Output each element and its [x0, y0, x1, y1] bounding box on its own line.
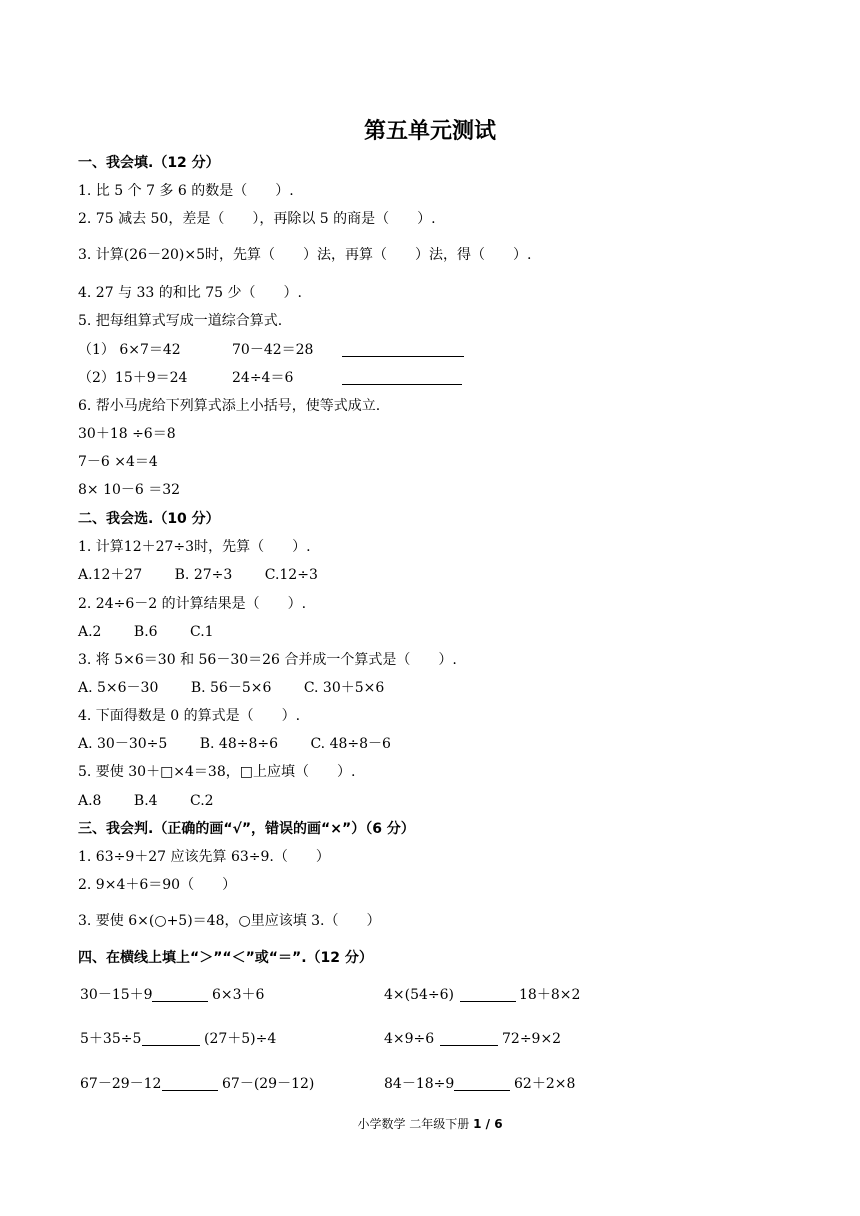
- s2-question-3: 3. 将 5×6＝30 和 56－30＝26 合并成一个算式是（ ）.: [78, 652, 457, 668]
- answer-blank: [342, 356, 464, 357]
- s1-question-6: 6. 帮小马虎给下列算式添上小括号，使等式成立.: [78, 398, 381, 414]
- s3-question-3: 3. 要使 6×(○+5)＝48，○里应该填 3.（ ）: [78, 913, 381, 929]
- compare-blank: [162, 1090, 218, 1091]
- s1-question-1: 1. 比 5 个 7 多 6 的数是（ ）.: [78, 183, 294, 199]
- compare-left-expr-3b: 67－(29－12): [222, 1076, 315, 1092]
- compare-left-expr-2b: (27＋5)÷4: [204, 1031, 277, 1047]
- compare-right-expr-3b: 62＋2×8: [514, 1076, 576, 1092]
- s1-q5-item-1-label: （1） 6×7＝42: [78, 342, 181, 358]
- s2-q2-options: A.2 B.6 C.1: [78, 624, 214, 640]
- s1-q6-equation-2: 7－6 ×4＝4: [78, 454, 158, 470]
- s3-question-1: 1. 63÷9＋27 应该先算 63÷9.（ ）: [78, 849, 330, 865]
- compare-blank: [440, 1045, 498, 1046]
- compare-left-expr-3a: 67－29－12: [80, 1076, 162, 1092]
- compare-right-expr-2a: 4×9÷6: [384, 1031, 435, 1047]
- s2-q5-options: A.8 B.4 C.2: [78, 793, 214, 809]
- compare-blank: [152, 1001, 208, 1002]
- s1-question-4: 4. 27 与 33 的和比 75 少（ ）.: [78, 285, 302, 301]
- s1-question-5: 5. 把每组算式写成一道综合算式.: [78, 313, 283, 329]
- s2-question-2: 2. 24÷6－2 的计算结果是（ ）.: [78, 596, 307, 612]
- s1-question-2: 2. 75 减去 50，差是（ ），再除以 5 的商是（ ）.: [78, 211, 436, 227]
- compare-blank: [454, 1090, 510, 1091]
- compare-left-expr-1b: 6×3＋6: [212, 987, 265, 1003]
- s2-question-1: 1. 计算12＋27÷3时，先算（ ）.: [78, 539, 311, 555]
- page-title: 第五单元测试: [363, 119, 496, 144]
- compare-left-expr-1a: 30－15＋9: [80, 987, 153, 1003]
- page-footer: [0, 1115, 860, 1132]
- compare-right-expr-1b: 18＋8×2: [519, 987, 581, 1003]
- s1-q6-equation-3: 8× 10－6 ＝32: [78, 482, 181, 498]
- s1-q5-item-2-expr: 24÷4＝6: [232, 370, 294, 386]
- s2-question-5: 5. 要使 30＋□×4＝38，□上应填（ ）.: [78, 764, 356, 780]
- s2-q1-options: A.12＋27 B. 27÷3 C.12÷3: [78, 567, 318, 583]
- s1-q5-item-1-expr: 70－42＝28: [232, 342, 314, 358]
- section-1-heading: 一、我会填.（12 分）: [78, 155, 220, 171]
- compare-left-expr-2a: 5＋35÷5: [80, 1031, 142, 1047]
- compare-blank: [460, 1001, 516, 1002]
- s2-question-4: 4. 下面得数是 0 的算式是（ ）.: [78, 708, 301, 724]
- s1-q5-item-2-label: （2）15＋9＝24: [78, 370, 188, 386]
- section-2-heading: 二、我会选.（10 分）: [78, 511, 220, 527]
- s1-q6-equation-1: 30＋18 ÷6＝8: [78, 426, 176, 442]
- section-4-heading: 四、在横线上填上“＞”“＜”或“＝”.（12 分）: [78, 950, 373, 966]
- compare-right-expr-1a: 4×(54÷6): [384, 987, 455, 1003]
- answer-blank: [342, 384, 462, 385]
- footer-subject: 小学数学 二年级下册: [357, 1117, 470, 1131]
- s2-q4-options: A. 30－30÷5 B. 48÷8÷6 C. 48÷8－6: [78, 736, 391, 752]
- compare-blank: [142, 1045, 200, 1046]
- compare-right-expr-2b: 72÷9×2: [502, 1031, 562, 1047]
- s2-q3-options: A. 5×6－30 B. 56－5×6 C. 30＋5×6: [78, 680, 385, 696]
- s1-question-3: 3. 计算(26－20)×5时，先算（ ）法，再算（ ）法，得（ ）.: [78, 247, 532, 263]
- s3-question-2: 2. 9×4＋6＝90（ ）: [78, 877, 237, 893]
- section-3-heading: 三、我会判.（正确的画“√”，错误的画“×”）（6 分）: [78, 821, 415, 837]
- compare-right-expr-3a: 84－18÷9: [384, 1076, 455, 1092]
- footer-page-number: 1 / 6: [473, 1117, 503, 1131]
